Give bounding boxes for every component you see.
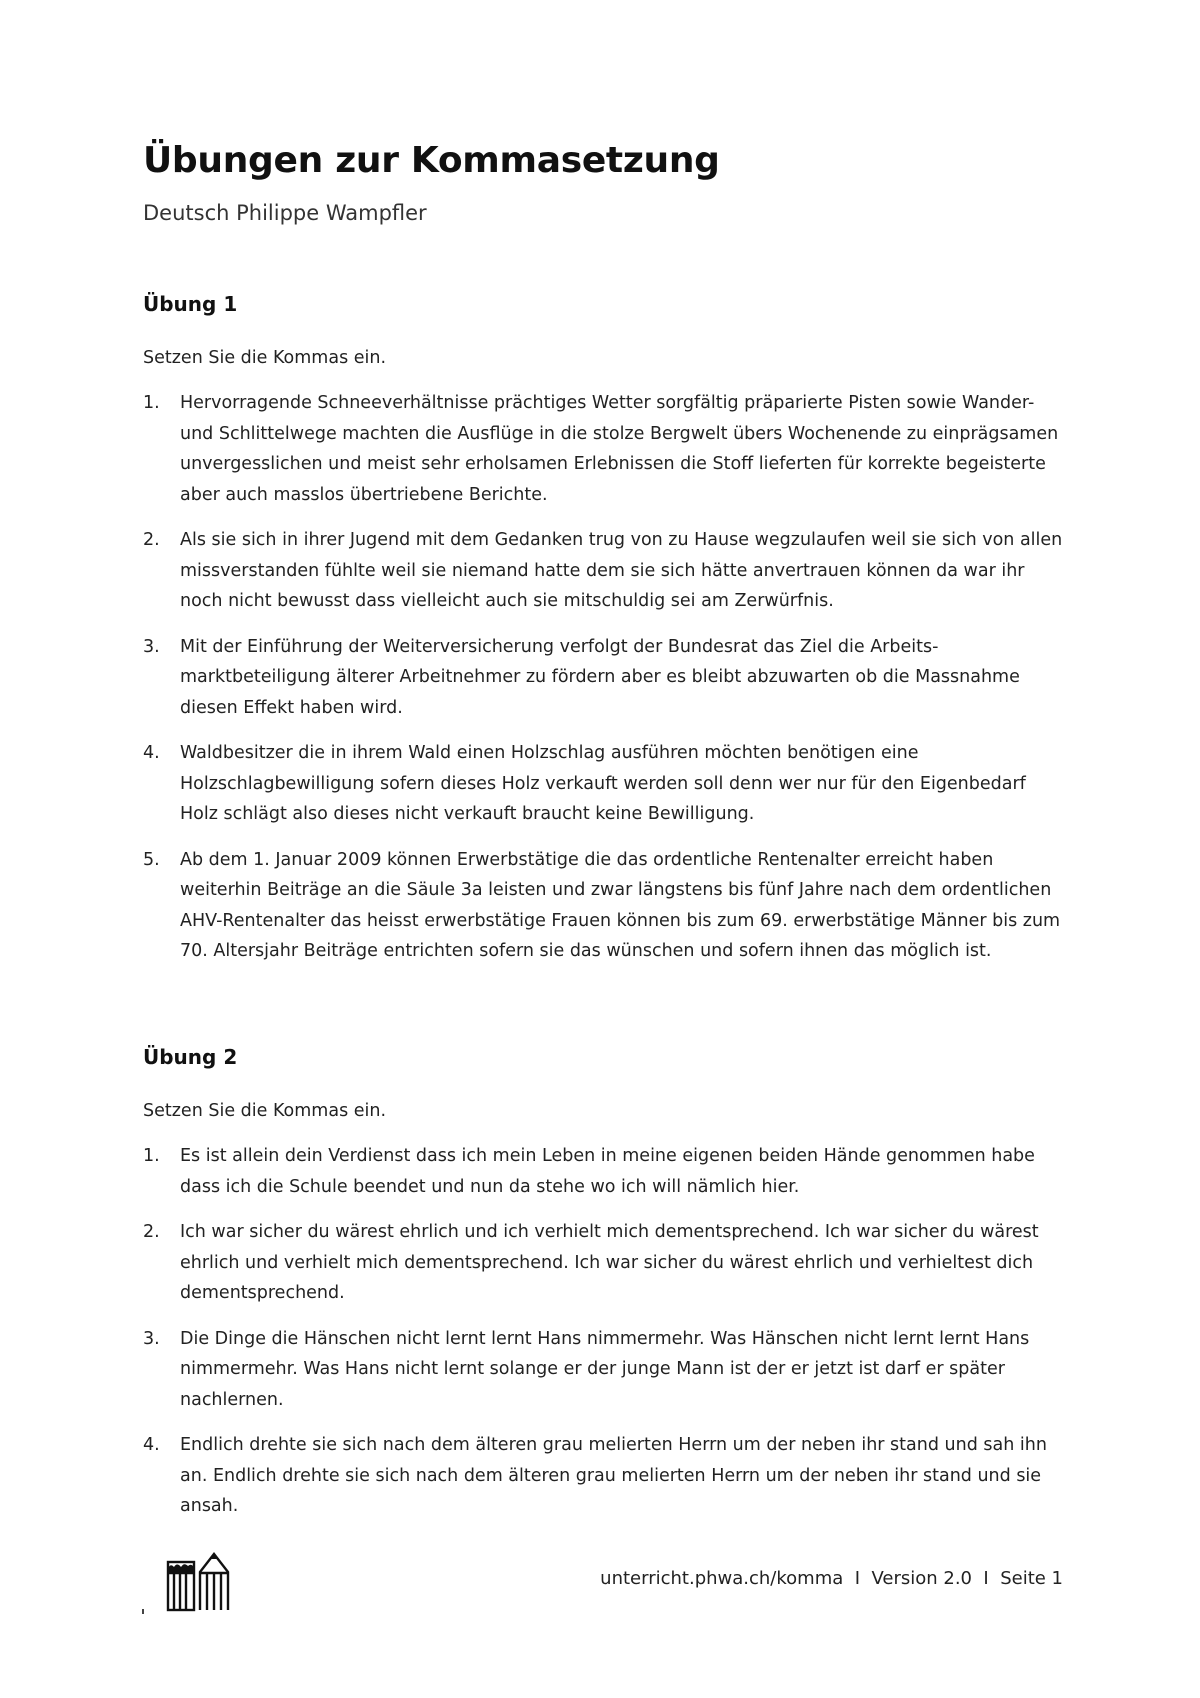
item-text: Hervorragende Schneeverhältnisse prächtiges Wetter sorgfältig präparierte Pisten sowie Wander- und Schlittelwege machten die Ausflüge in die stolze Bergwelt übers Wochenende zu einprägsamen unvergesslichen und meist sehr erholsamen Erlebnissen die Stoff lieferten für korrekte begeisterte aber auch masslos übertriebene Berichte. — [180, 393, 1059, 505]
list-item — [143, 1430, 1063, 1522]
item-number: 2. — [143, 1222, 160, 1242]
item-number: 4. — [143, 743, 160, 763]
list-item — [143, 1141, 1063, 1202]
item-text: Als sie sich in ihrer Jugend mit dem Gedanken trug von zu Hause wegzulaufen weil sie sich von allen missverstanden fühlte weil sie niemand hatte dem sie sich hätte anvertrauen können da war ihr noch nicht bewusst dass vielleicht auch sie mitschuldig sei am Zerwürfnis. — [180, 530, 1063, 611]
section-heading: Übung 2 — [143, 1045, 238, 1069]
section-heading: Übung 1 — [143, 292, 238, 316]
exercise-section-1 — [143, 290, 1063, 982]
list-item — [143, 738, 1063, 830]
list-item — [143, 845, 1063, 967]
list-item — [143, 525, 1063, 617]
item-number: 4. — [143, 1435, 160, 1455]
list-item — [143, 1324, 1063, 1416]
footer-info: unterricht.phwa.ch/komma I Version 2.0 I Seite 1 — [600, 1568, 1063, 1589]
list-item — [143, 632, 1063, 724]
item-number: 1. — [143, 1146, 160, 1166]
item-text: Waldbesitzer die in ihrem Wald einen Holzschlag ausführen möchten benötigen eine Holzschlagbewilligung sofern dieses Holz verkauft werden soll denn wer nur für den Eigenbedarf Holz schlägt also dieses nicht verkauft braucht keine Bewilligung. — [180, 743, 1026, 824]
list-item — [143, 388, 1063, 510]
page-mark — [142, 1609, 144, 1614]
item-number: 3. — [143, 636, 160, 657]
item-number: 5. — [143, 849, 160, 870]
item-number: 3. — [143, 1328, 160, 1349]
item-text: Mit der Einführung der Weiterversicherung verfolgt der Bundesrat das Ziel die Arbeits-marktbeteiligung älterer Arbeitnehmer zu fördern aber es bleibt abzuwarten ob die Massnahme diesen Effekt haben wird. — [180, 636, 1020, 718]
item-text: Ich war sicher du wärest ehrlich und ich verhielt mich dementsprechend. Ich war sicher du wärest ehrlich und verhielt mich dementsprechend. Ich war sicher du wärest ehrlich und verhieltest dich dementsprechend. — [180, 1222, 1039, 1303]
phwa-pencil-logo-icon — [163, 1552, 235, 1618]
section-instruction: Setzen Sie die Kommas ein. — [143, 348, 387, 368]
item-number: 2. — [143, 530, 160, 550]
item-number: 1. — [143, 393, 160, 413]
item-text: Es ist allein dein Verdienst dass ich mein Leben in meine eigenen beiden Hände genommen habe dass ich die Schule beendet und nun da stehe wo ich will nämlich hier. — [180, 1146, 1035, 1197]
page-title: Übungen zur Kommasetzung — [143, 140, 720, 181]
exercise-list — [143, 1141, 1063, 1522]
item-text: Ab dem 1. Januar 2009 können Erwerbstätige die das ordentliche Rentenalter erreicht haben weiterhin Beiträge an die Säule 3a leisten und zwar längstens bis fünf Jahre nach dem ordentlichen AHV-Rentenalter das heisst erwerbstätige Frauen können bis zum 69. erwerbstätige Männer bis zum 70. Altersjahr Beiträge entrichten sofern sie das wünschen und sofern ihnen das möglich ist. — [180, 849, 1061, 961]
page-subtitle: Deutsch Philippe Wampfler — [143, 201, 427, 225]
section-instruction: Setzen Sie die Kommas ein. — [143, 1101, 387, 1121]
exercise-section-2 — [143, 1043, 1063, 1537]
list-item — [143, 1217, 1063, 1309]
exercise-list — [143, 388, 1063, 967]
item-text: Endlich drehte sie sich nach dem älteren grau melierten Herrn um der neben ihr stand und sah ihn an. Endlich drehte sie sich nach dem älteren grau melierten Herrn um der neben ihr stand und sie ansah. — [180, 1435, 1047, 1516]
item-text: Die Dinge die Hänschen nicht lernt lernt Hans nimmermehr. Was Hänschen nicht lernt lernt Hans nimmermehr. Was Hans nicht lernt solange er der junge Mann ist der er jetzt ist darf er später nachlernen. — [180, 1328, 1030, 1410]
